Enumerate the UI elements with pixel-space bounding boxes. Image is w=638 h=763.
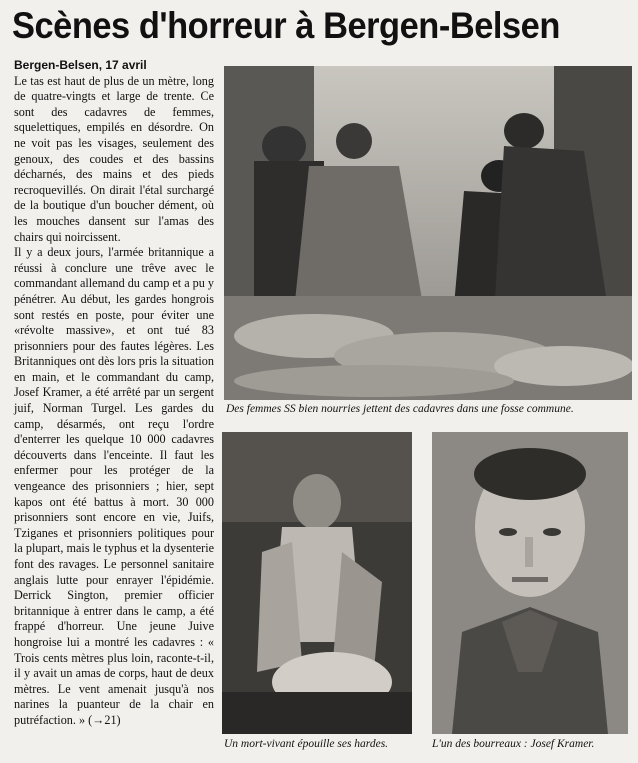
dateline: Bergen-Belsen, 17 avril [14,58,147,72]
paragraph-1-text: Le tas est haut de plus de un mètre, long de quatre-vingts et large de trente. Ce sont des cadavres de femmes, squelettiques, empilés en désordre. On ne voit pas les visages, seulement des genoux, des coudes et des bassins décharnés, des mains et des pieds recroquevillés. On dirait l'étal surchargé de la boutique d'un boucher dément, où les mouches dansent sur l'amas des chairs qui noircissent. [14,73,214,244]
main-photo-image [224,66,632,400]
main-photo-caption: Des femmes SS bien nourries jettent des cadavres dans une fosse commune. [226,403,574,415]
right-photo-caption: L'un des bourreaux : Josef Kramer. [432,738,595,750]
article-paragraph-2: Il y a deux jours, l'armée britannique a réussi à conclure une trêve avec le commandant allemand du camp et a pu y pénétrer. Au début, les gardes hongrois sont restés en poste, pour éviter une «révolte massive», et ont tué 83 prisonniers pour des fautes légères. Les Britanniques ont dès lors pris la situation en main, et le commandant du camp, Josef Kramer, a été arrêté par un sergent juif, Norman Turgel. Les gardes du camp, désarmés, ont reçu l'ordre d'enterrer les quelque 10 000 cadavres découverts dans l'enceinte. Il faut les enfermer pour les protéger de la vengeance des prisonniers ; hier, sept kapos ont été battus à mort. 30 000 prisonniers sont encore en vie, Juifs, Tziganes et prisonniers politiques pour la plupart, mais le typhus et la dysenterie font des ravages. Le personnel sanitaire anglais lutte pour enrayer l'épidémie. Derrick Sington, premier officier britannique à entrer dans le camp, a été frappé d'horreur. Une jeune Juive hongroise lui a montré les cadavres : « Trois cents mètres plus loin, raconte-t-il, il y avait un amas de corps, haut de deux mètres. Le vent amenait jusqu'à nos narines la puanteur de la chair en putréfaction. » (→21) [14,245,215,727]
right-photo [432,432,628,734]
left-photo-caption: Un mort-vivant épouille ses hardes. [224,738,389,750]
right-photo-image [432,432,628,734]
main-photo [224,66,632,400]
article-text-column [14,58,214,758]
headline: Scènes d'horreur à Bergen-Belsen [12,5,560,46]
article-paragraph-1 [14,58,214,245]
left-photo-image [222,432,412,734]
left-photo [222,432,412,734]
